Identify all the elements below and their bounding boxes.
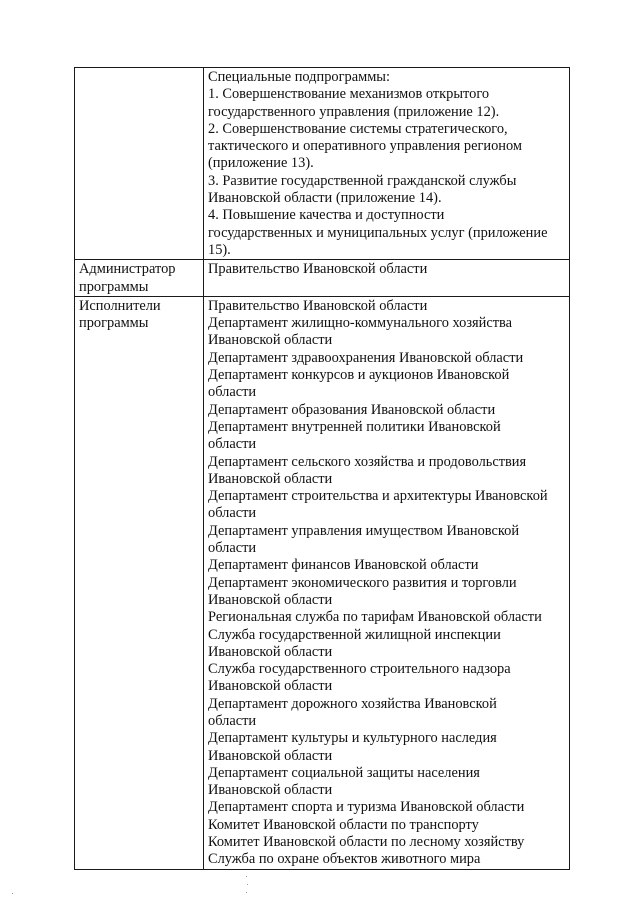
subprogram-line: Ивановской области (приложение 14).: [208, 190, 442, 207]
executor-line: Служба государственной жилищной инспекции: [208, 626, 501, 643]
administrator-value: Правительство Ивановской области: [208, 261, 428, 278]
executor-line: Ивановской области: [208, 782, 333, 799]
executor-line: Ивановской области: [208, 747, 333, 764]
executor-line: Ивановской области: [208, 332, 333, 349]
executor-line: Департамент здравоохранения Ивановской области: [208, 349, 524, 366]
executor-line: области: [208, 384, 257, 401]
administrator-label: Администратор: [79, 261, 176, 278]
executor-line: Служба государственного строительного надзора: [208, 661, 511, 678]
administrator-label-cell: [75, 260, 204, 297]
executor-line: Комитет Ивановской области по транспорту: [208, 816, 479, 833]
executor-line: Департамент внутренней политики Ивановской: [208, 418, 501, 435]
executor-line: Департамент сельского хозяйства и продовольствия: [208, 453, 527, 470]
executor-line: области: [208, 505, 257, 522]
executor-line: Ивановской области: [208, 470, 333, 487]
subprograms-heading: Специальные подпрограммы:: [208, 69, 390, 85]
table-row-administrator: [75, 260, 570, 297]
subprogram-line: 4. Повышение качества и доступности: [208, 207, 445, 224]
subprogram-line: государственного управления (приложение 12).: [208, 103, 500, 120]
executor-line: области: [208, 712, 257, 729]
executor-line: Департамент управления имуществом Ивановской: [208, 522, 520, 539]
subprogram-line: государственных и муниципальных услуг (приложение: [208, 224, 548, 241]
executor-line: Департамент финансов Ивановской области: [208, 557, 479, 574]
executor-line: Департамент экономического развития и торговли: [208, 574, 517, 591]
subprograms-content-cell: [204, 68, 570, 260]
executor-line: Региональная служба по тарифам Ивановской области: [208, 609, 542, 626]
program-passport-table: [74, 67, 570, 870]
scan-speck: [247, 884, 248, 885]
table-row-subprograms: [75, 68, 570, 260]
executor-line: Ивановской области: [208, 678, 333, 695]
executor-line: Ивановской области: [208, 643, 333, 660]
scan-speck: [246, 892, 247, 893]
subprogram-line: (приложение 13).: [208, 155, 314, 172]
executor-line: Департамент социальной защиты населения: [208, 764, 480, 781]
executor-line: Служба по охране объектов животного мира: [208, 851, 481, 868]
executor-line: Департамент культуры и культурного наследия: [208, 730, 497, 747]
executors-label-cell: [75, 296, 204, 869]
subprogram-line: 2. Совершенствование системы стратегического,: [208, 120, 508, 137]
administrator-value-cell: [204, 260, 570, 297]
executor-line: Департамент жилищно-коммунального хозяйства: [208, 315, 513, 332]
executor-line: области: [208, 436, 257, 453]
subprograms-label-cell: [75, 68, 204, 260]
subprogram-line: 3. Развитие государственной гражданской службы: [208, 172, 517, 189]
executors-label: программы: [79, 315, 149, 332]
executor-line: Департамент спорта и туризма Ивановской области: [208, 799, 525, 816]
executor-line: Правительство Ивановской области: [208, 297, 428, 314]
executor-line: Департамент образования Ивановской области: [208, 401, 496, 418]
executor-line: Комитет Ивановской области по лесному хозяйству: [208, 834, 525, 851]
executor-line: Департамент конкурсов и аукционов Ивановской: [208, 367, 510, 384]
subprogram-line: 15).: [208, 241, 231, 258]
subprogram-line: 1. Совершенствование механизмов открытого: [208, 86, 490, 103]
executor-line: Ивановской области: [208, 591, 333, 608]
table-row-executors: [75, 296, 570, 869]
scan-speck: [246, 876, 247, 877]
executors-label: Исполнители: [79, 297, 161, 314]
executor-line: Департамент строительства и архитектуры Ивановской: [208, 488, 548, 505]
executor-line: Департамент дорожного хозяйства Ивановской: [208, 695, 497, 712]
scan-speck: [12, 893, 13, 894]
subprogram-line: тактического и оперативного управления регионом: [208, 138, 522, 155]
executors-list-cell: [204, 296, 570, 869]
administrator-label: программы: [79, 278, 149, 295]
executor-line: области: [208, 540, 257, 557]
